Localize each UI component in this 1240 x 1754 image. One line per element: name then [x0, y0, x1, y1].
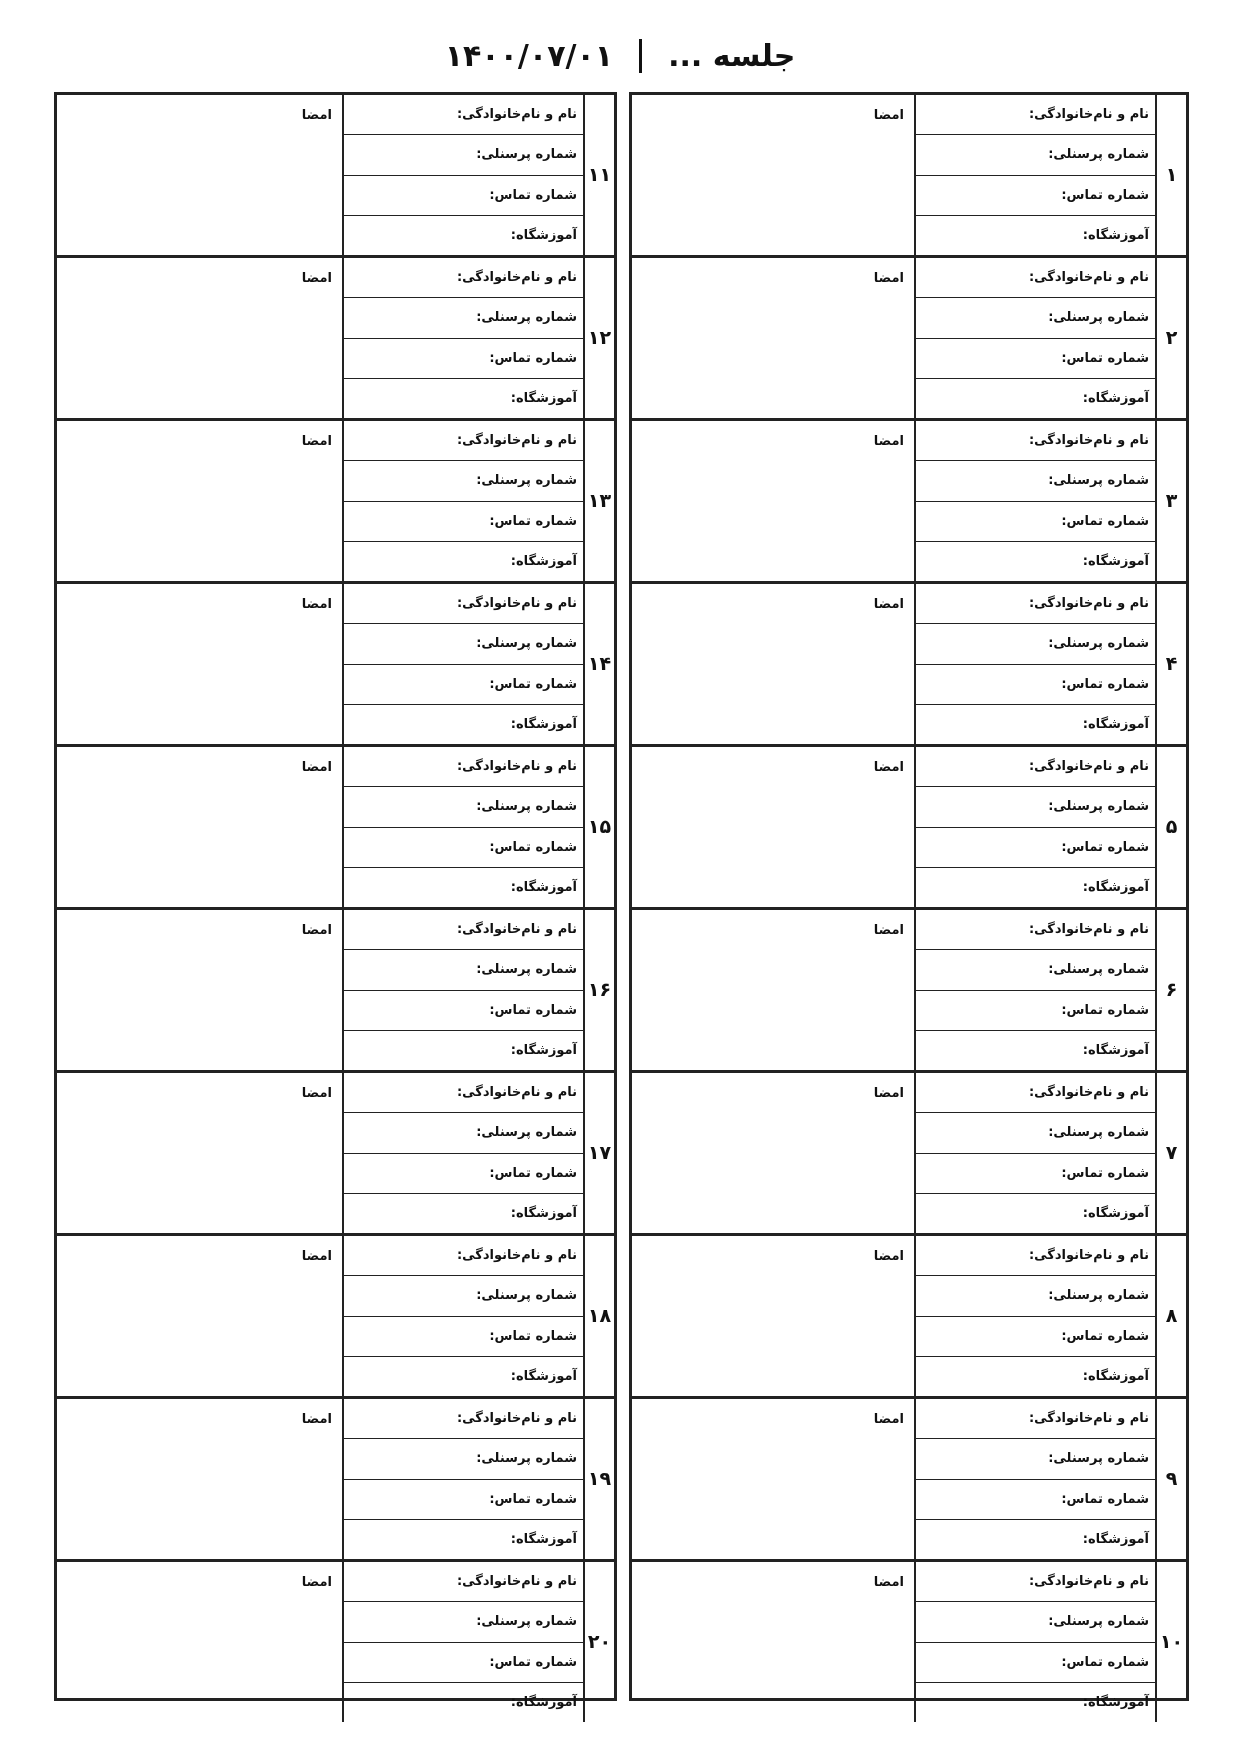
name-field-label: نام و نام‌خانوادگی:: [1028, 596, 1149, 612]
name-field[interactable]: [344, 1399, 583, 1439]
school-field[interactable]: [344, 705, 583, 744]
attendee-fields: [914, 1236, 1155, 1396]
signature-label: امضا: [873, 108, 904, 123]
signature-label: امضا: [301, 1575, 332, 1590]
contact-number-field-label: شماره تماس:: [489, 1654, 577, 1670]
personnel-number-field-label: شماره پرسنلی:: [476, 962, 577, 978]
name-field[interactable]: [344, 910, 583, 950]
signature-label: امضا: [301, 1412, 332, 1427]
contact-number-field[interactable]: [916, 502, 1155, 542]
school-field-label: آموزشگاه:: [510, 1205, 577, 1221]
row-number: ۱: [1155, 95, 1186, 255]
name-field[interactable]: [916, 1399, 1155, 1439]
signature-label: امضا: [873, 271, 904, 286]
signature-box[interactable]: [632, 421, 914, 581]
name-field[interactable]: [916, 421, 1155, 461]
signature-box[interactable]: [632, 584, 914, 744]
attendee-row: [632, 258, 1186, 421]
contact-number-field-label: شماره تماس:: [1061, 1491, 1149, 1507]
contact-number-field[interactable]: [916, 991, 1155, 1031]
contact-number-field-label: شماره تماس:: [1061, 676, 1149, 692]
title-separator: [639, 39, 642, 73]
personnel-number-field[interactable]: [344, 1602, 583, 1642]
name-field-label: نام و نام‌خانوادگی:: [456, 1574, 577, 1590]
name-field-label: نام و نام‌خانوادگی:: [1028, 1085, 1149, 1101]
attendee-row: [57, 1399, 614, 1562]
name-field[interactable]: [916, 910, 1155, 950]
attendee-fields: [914, 1399, 1155, 1559]
contact-number-field[interactable]: [916, 1154, 1155, 1194]
contact-number-field-label: شماره تماس:: [489, 513, 577, 529]
contact-number-field-label: شماره تماس:: [489, 839, 577, 855]
row-number: ۱۰: [1155, 1562, 1186, 1722]
row-number: ۶: [1155, 910, 1186, 1070]
signature-label: امضا: [301, 108, 332, 123]
contact-number-field-label: شماره تماس:: [1061, 350, 1149, 366]
personnel-number-field-label: شماره پرسنلی:: [476, 310, 577, 326]
personnel-number-field[interactable]: [916, 135, 1155, 175]
attendee-row: [632, 421, 1186, 584]
school-field-label: آموزشگاه:: [510, 1531, 577, 1547]
contact-number-field-label: شماره تماس:: [1061, 839, 1149, 855]
contact-number-field-label: شماره تماس:: [1061, 1165, 1149, 1181]
school-field-label: آموزشگاه:: [1082, 1042, 1149, 1058]
contact-number-field[interactable]: [916, 1317, 1155, 1357]
personnel-number-field[interactable]: [344, 950, 583, 990]
attendee-fields: [342, 421, 583, 581]
personnel-number-field-label: شماره پرسنلی:: [476, 1288, 577, 1304]
school-field[interactable]: [344, 1683, 583, 1722]
attendee-fields: [914, 95, 1155, 255]
personnel-number-field[interactable]: [344, 1113, 583, 1153]
attendee-row: [57, 258, 614, 421]
name-field[interactable]: [916, 747, 1155, 787]
row-number: ۳: [1155, 421, 1186, 581]
contact-number-field-label: شماره تماس:: [489, 187, 577, 203]
school-field-label: آموزشگاه:: [510, 1694, 577, 1710]
school-field[interactable]: [344, 1357, 583, 1396]
name-field-label: نام و نام‌خانوادگی:: [456, 596, 577, 612]
name-field[interactable]: [916, 1073, 1155, 1113]
personnel-number-field-label: شماره پرسنلی:: [476, 636, 577, 652]
signature-label: امضا: [301, 597, 332, 612]
personnel-number-field[interactable]: [344, 624, 583, 664]
signature-label: امضا: [301, 760, 332, 775]
attendance-column-left: [54, 92, 617, 1710]
personnel-number-field-label: شماره پرسنلی:: [1048, 473, 1149, 489]
contact-number-field-label: شماره تماس:: [489, 676, 577, 692]
signature-box[interactable]: [57, 1399, 342, 1559]
name-field[interactable]: [344, 584, 583, 624]
signature-box[interactable]: [57, 747, 342, 907]
personnel-number-field-label: شماره پرسنلی:: [476, 1451, 577, 1467]
name-field[interactable]: [916, 258, 1155, 298]
contact-number-field[interactable]: [344, 665, 583, 705]
signature-box[interactable]: [632, 95, 914, 255]
school-field[interactable]: [916, 705, 1155, 744]
attendee-row: [632, 1236, 1186, 1399]
attendee-row: [57, 1562, 614, 1722]
signature-label: امضا: [873, 1575, 904, 1590]
school-field[interactable]: [916, 379, 1155, 418]
attendee-fields: [914, 584, 1155, 744]
session-label: جلسه ...: [668, 38, 796, 74]
row-number: ۱۷: [583, 1073, 614, 1233]
school-field-label: آموزشگاه:: [1082, 1531, 1149, 1547]
attendee-fields: [342, 747, 583, 907]
name-field-label: نام و نام‌خانوادگی:: [1028, 1574, 1149, 1590]
signature-label: امضا: [873, 597, 904, 612]
attendee-row: [632, 1399, 1186, 1562]
school-field-label: آموزشگاه:: [1082, 390, 1149, 406]
name-field-label: نام و نام‌خانوادگی:: [456, 107, 577, 123]
contact-number-field[interactable]: [916, 828, 1155, 868]
school-field[interactable]: [344, 1520, 583, 1559]
attendee-fields: [342, 258, 583, 418]
attendee-row: [632, 1562, 1186, 1722]
contact-number-field[interactable]: [916, 339, 1155, 379]
school-field-label: آموزشگاه:: [1082, 1694, 1149, 1710]
name-field-label: نام و نام‌خانوادگی:: [456, 759, 577, 775]
signature-label: امضا: [301, 271, 332, 286]
signature-label: امضا: [301, 434, 332, 449]
name-field[interactable]: [916, 95, 1155, 135]
attendee-row: [632, 584, 1186, 747]
attendee-fields: [914, 258, 1155, 418]
row-number: ۲: [1155, 258, 1186, 418]
name-field[interactable]: [916, 1236, 1155, 1276]
personnel-number-field[interactable]: [916, 624, 1155, 664]
attendee-fields: [914, 910, 1155, 1070]
personnel-number-field[interactable]: [344, 461, 583, 501]
contact-number-field[interactable]: [344, 828, 583, 868]
attendee-row: [632, 1073, 1186, 1236]
personnel-number-field-label: شماره پرسنلی:: [476, 799, 577, 815]
name-field-label: نام و نام‌خانوادگی:: [1028, 433, 1149, 449]
contact-number-field[interactable]: [344, 339, 583, 379]
school-field[interactable]: [916, 1357, 1155, 1396]
school-field[interactable]: [916, 1194, 1155, 1233]
signature-box[interactable]: [632, 1073, 914, 1233]
row-number: ۹: [1155, 1399, 1186, 1559]
personnel-number-field-label: شماره پرسنلی:: [1048, 147, 1149, 163]
attendee-fields: [914, 1073, 1155, 1233]
name-field-label: نام و نام‌خانوادگی:: [456, 1248, 577, 1264]
row-number: ۱۹: [583, 1399, 614, 1559]
name-field-label: نام و نام‌خانوادگی:: [1028, 922, 1149, 938]
row-number: ۱۳: [583, 421, 614, 581]
contact-number-field[interactable]: [344, 1154, 583, 1194]
page-title: [0, 30, 1240, 82]
school-field[interactable]: [916, 216, 1155, 255]
row-number: ۵: [1155, 747, 1186, 907]
row-number: ۲۰: [583, 1562, 614, 1722]
school-field[interactable]: [916, 868, 1155, 907]
personnel-number-field[interactable]: [344, 787, 583, 827]
signature-label: امضا: [301, 923, 332, 938]
name-field[interactable]: [344, 258, 583, 298]
signature-box[interactable]: [57, 1073, 342, 1233]
row-number: ۱۲: [583, 258, 614, 418]
school-field-label: آموزشگاه:: [1082, 227, 1149, 243]
attendance-column-right: [629, 92, 1189, 1710]
personnel-number-field[interactable]: [916, 461, 1155, 501]
signature-box[interactable]: [57, 1562, 342, 1722]
signature-box[interactable]: [57, 258, 342, 418]
personnel-number-field-label: شماره پرسنلی:: [476, 147, 577, 163]
personnel-number-field-label: شماره پرسنلی:: [1048, 310, 1149, 326]
row-number: ۷: [1155, 1073, 1186, 1233]
personnel-number-field[interactable]: [916, 1276, 1155, 1316]
contact-number-field-label: شماره تماس:: [489, 1165, 577, 1181]
name-field[interactable]: [344, 1562, 583, 1602]
signature-box[interactable]: [632, 1399, 914, 1559]
name-field[interactable]: [344, 1073, 583, 1113]
signature-box[interactable]: [632, 1236, 914, 1396]
contact-number-field-label: شماره تماس:: [1061, 1654, 1149, 1670]
contact-number-field[interactable]: [344, 1317, 583, 1357]
row-number: ۴: [1155, 584, 1186, 744]
row-number: ۸: [1155, 1236, 1186, 1396]
row-number: ۱۸: [583, 1236, 614, 1396]
contact-number-field-label: شماره تماس:: [489, 350, 577, 366]
attendee-row: [57, 421, 614, 584]
attendee-fields: [342, 584, 583, 744]
school-field[interactable]: [344, 1194, 583, 1233]
row-number: ۱۶: [583, 910, 614, 1070]
contact-number-field-label: شماره تماس:: [1061, 187, 1149, 203]
personnel-number-field-label: شماره پرسنلی:: [476, 473, 577, 489]
contact-number-field[interactable]: [344, 1643, 583, 1683]
personnel-number-field[interactable]: [916, 787, 1155, 827]
row-number: ۱۵: [583, 747, 614, 907]
attendee-row: [632, 910, 1186, 1073]
personnel-number-field-label: شماره پرسنلی:: [476, 1614, 577, 1630]
name-field-label: نام و نام‌خانوادگی:: [456, 1085, 577, 1101]
attendee-row: [57, 1236, 614, 1399]
school-field-label: آموزشگاه:: [1082, 1205, 1149, 1221]
personnel-number-field-label: شماره پرسنلی:: [1048, 1288, 1149, 1304]
contact-number-field-label: شماره تماس:: [489, 1002, 577, 1018]
contact-number-field[interactable]: [344, 991, 583, 1031]
attendee-fields: [342, 95, 583, 255]
attendee-fields: [342, 1073, 583, 1233]
signature-label: امضا: [873, 434, 904, 449]
school-field[interactable]: [344, 379, 583, 418]
personnel-number-field[interactable]: [344, 298, 583, 338]
school-field-label: آموزشگاه:: [1082, 716, 1149, 732]
personnel-number-field-label: شماره پرسنلی:: [1048, 1125, 1149, 1141]
contact-number-field[interactable]: [916, 176, 1155, 216]
signature-box[interactable]: [57, 1236, 342, 1396]
school-field-label: آموزشگاه:: [1082, 553, 1149, 569]
signature-box[interactable]: [57, 95, 342, 255]
signature-label: امضا: [301, 1086, 332, 1101]
personnel-number-field[interactable]: [344, 1276, 583, 1316]
signature-label: امضا: [873, 1412, 904, 1427]
attendee-fields: [342, 1562, 583, 1722]
contact-number-field[interactable]: [344, 502, 583, 542]
contact-number-field[interactable]: [916, 1480, 1155, 1520]
contact-number-field-label: شماره تماس:: [1061, 1328, 1149, 1344]
contact-number-field-label: شماره تماس:: [1061, 1002, 1149, 1018]
school-field-label: آموزشگاه:: [510, 553, 577, 569]
signature-label: امضا: [873, 1249, 904, 1264]
attendee-row: [57, 1073, 614, 1236]
personnel-number-field[interactable]: [916, 1439, 1155, 1479]
attendee-fields: [914, 1562, 1155, 1722]
signature-box[interactable]: [57, 421, 342, 581]
row-number: ۱۴: [583, 584, 614, 744]
personnel-number-field-label: شماره پرسنلی:: [1048, 799, 1149, 815]
school-field[interactable]: [916, 1683, 1155, 1722]
school-field[interactable]: [916, 1031, 1155, 1070]
signature-label: امضا: [873, 923, 904, 938]
school-field[interactable]: [344, 216, 583, 255]
name-field[interactable]: [344, 421, 583, 461]
school-field-label: آموزشگاه:: [510, 390, 577, 406]
attendee-row: [57, 95, 614, 258]
personnel-number-field-label: شماره پرسنلی:: [1048, 1614, 1149, 1630]
name-field-label: نام و نام‌خانوادگی:: [456, 270, 577, 286]
school-field-label: آموزشگاه:: [510, 879, 577, 895]
attendee-fields: [342, 1399, 583, 1559]
name-field[interactable]: [916, 584, 1155, 624]
contact-number-field-label: شماره تماس:: [489, 1491, 577, 1507]
contact-number-field[interactable]: [916, 665, 1155, 705]
attendee-row: [632, 747, 1186, 910]
personnel-number-field[interactable]: [916, 298, 1155, 338]
name-field[interactable]: [916, 1562, 1155, 1602]
signature-box[interactable]: [632, 258, 914, 418]
contact-number-field[interactable]: [344, 176, 583, 216]
session-date: ۱۴۰۰/۰۷/۰۱: [444, 38, 614, 74]
signature-label: امضا: [301, 1249, 332, 1264]
name-field-label: نام و نام‌خانوادگی:: [1028, 107, 1149, 123]
name-field-label: نام و نام‌خانوادگی:: [1028, 1248, 1149, 1264]
signature-box[interactable]: [632, 1562, 914, 1722]
name-field[interactable]: [344, 747, 583, 787]
personnel-number-field[interactable]: [916, 1113, 1155, 1153]
name-field-label: نام و نام‌خانوادگی:: [1028, 1411, 1149, 1427]
attendee-fields: [342, 910, 583, 1070]
contact-number-field-label: شماره تماس:: [1061, 513, 1149, 529]
name-field-label: نام و نام‌خانوادگی:: [1028, 270, 1149, 286]
contact-number-field[interactable]: [344, 1480, 583, 1520]
signature-box[interactable]: [632, 747, 914, 907]
personnel-number-field[interactable]: [916, 1602, 1155, 1642]
school-field-label: آموزشگاه:: [510, 227, 577, 243]
name-field[interactable]: [344, 1236, 583, 1276]
name-field[interactable]: [344, 95, 583, 135]
attendee-fields: [342, 1236, 583, 1396]
attendee-row: [57, 747, 614, 910]
signature-label: امضا: [873, 760, 904, 775]
name-field-label: نام و نام‌خانوادگی:: [456, 922, 577, 938]
personnel-number-field-label: شماره پرسنلی:: [476, 1125, 577, 1141]
personnel-number-field[interactable]: [344, 135, 583, 175]
contact-number-field[interactable]: [916, 1643, 1155, 1683]
school-field-label: آموزشگاه:: [510, 716, 577, 732]
personnel-number-field[interactable]: [344, 1439, 583, 1479]
name-field-label: نام و نام‌خانوادگی:: [1028, 759, 1149, 775]
signature-box[interactable]: [57, 584, 342, 744]
school-field-label: آموزشگاه:: [1082, 879, 1149, 895]
signature-label: امضا: [873, 1086, 904, 1101]
attendee-row: [57, 910, 614, 1073]
row-number: ۱۱: [583, 95, 614, 255]
school-field-label: آموزشگاه:: [1082, 1368, 1149, 1384]
school-field[interactable]: [344, 542, 583, 581]
school-field-label: آموزشگاه:: [510, 1042, 577, 1058]
school-field-label: آموزشگاه:: [510, 1368, 577, 1384]
contact-number-field-label: شماره تماس:: [489, 1328, 577, 1344]
signature-box[interactable]: [632, 910, 914, 1070]
attendee-fields: [914, 421, 1155, 581]
signature-box[interactable]: [57, 910, 342, 1070]
personnel-number-field-label: شماره پرسنلی:: [1048, 962, 1149, 978]
school-field[interactable]: [916, 542, 1155, 581]
personnel-number-field-label: شماره پرسنلی:: [1048, 1451, 1149, 1467]
school-field[interactable]: [916, 1520, 1155, 1559]
attendee-row: [57, 584, 614, 747]
name-field-label: نام و نام‌خانوادگی:: [456, 1411, 577, 1427]
attendee-fields: [914, 747, 1155, 907]
school-field[interactable]: [344, 1031, 583, 1070]
name-field-label: نام و نام‌خانوادگی:: [456, 433, 577, 449]
attendee-row: [632, 95, 1186, 258]
personnel-number-field[interactable]: [916, 950, 1155, 990]
school-field[interactable]: [344, 868, 583, 907]
personnel-number-field-label: شماره پرسنلی:: [1048, 636, 1149, 652]
